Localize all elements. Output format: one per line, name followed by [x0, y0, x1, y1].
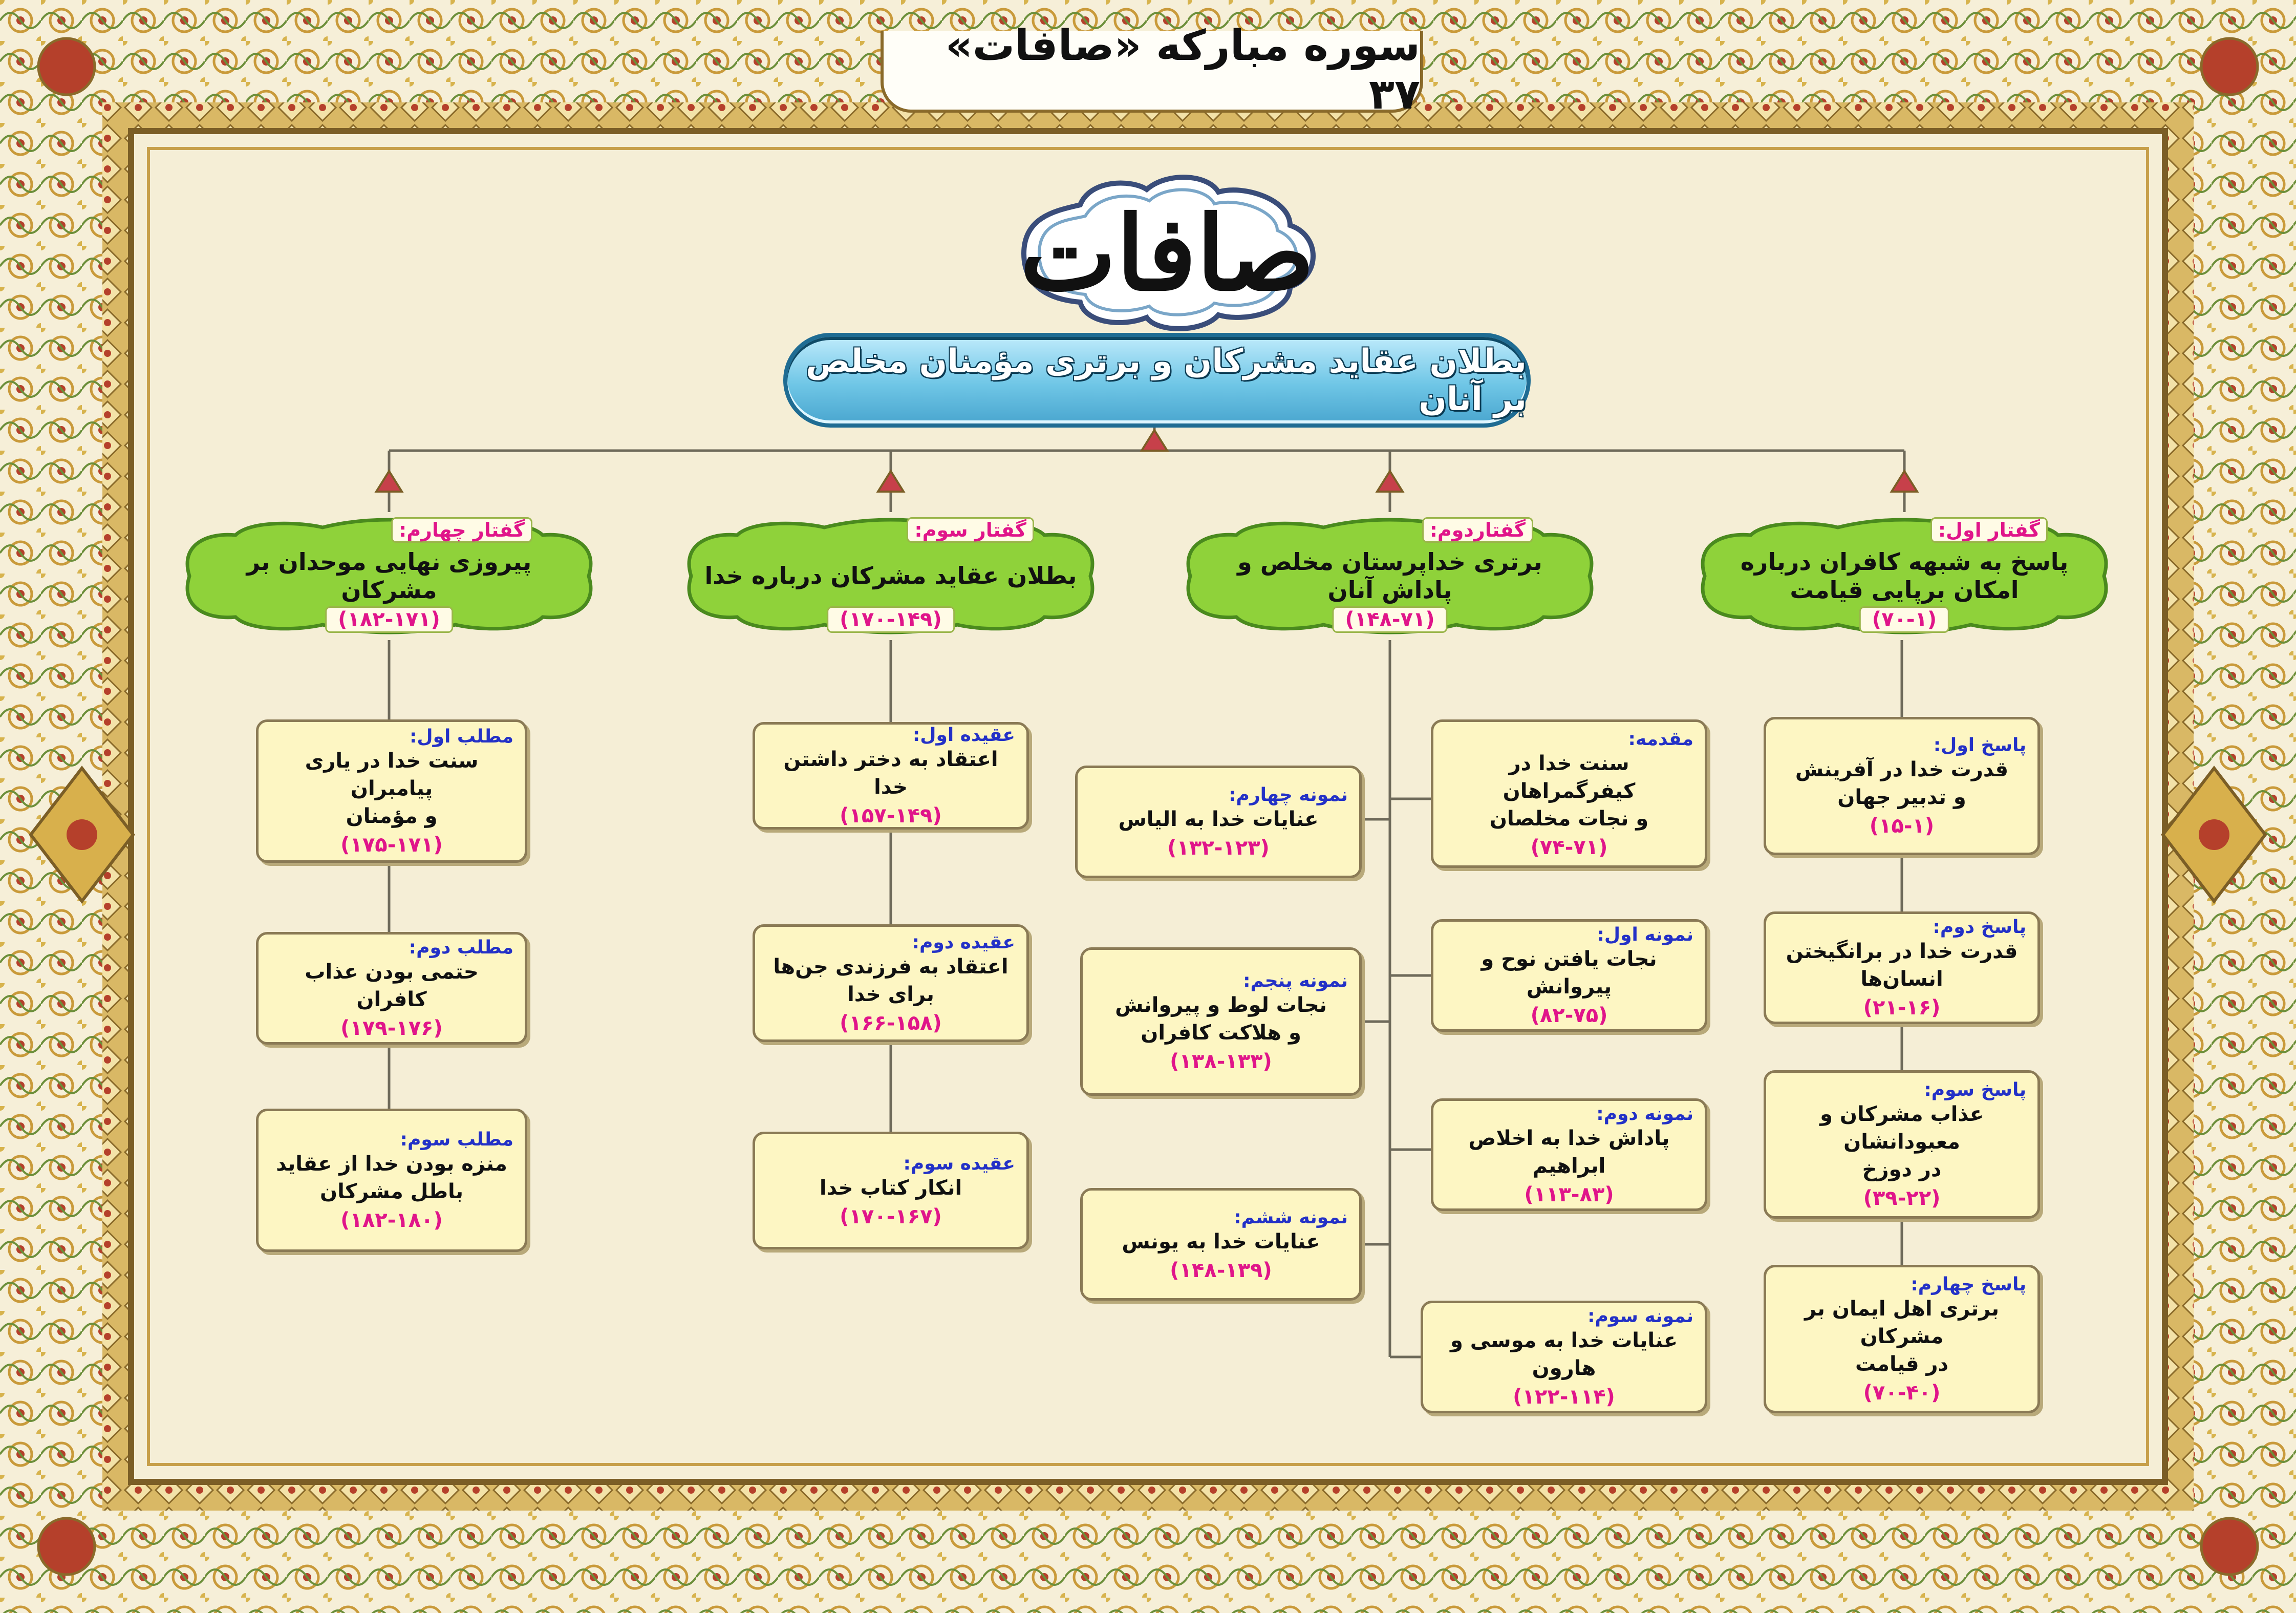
item-label: نمونه دوم:: [1596, 1103, 1693, 1124]
section-4-item-3: [256, 1109, 527, 1252]
item-text: عنایات خدا به الیاس: [1118, 807, 1319, 831]
item-label: پاسخ سوم:: [1924, 1079, 2026, 1100]
section-2-item-intro: [1431, 719, 1707, 868]
item-range: (۱۴۸-۱۳۹): [1170, 1258, 1272, 1282]
item-label: نمونه پنجم:: [1243, 970, 1348, 991]
item-label: نمونه چهارم:: [1229, 784, 1348, 805]
item-label: پاسخ چهارم:: [1911, 1274, 2026, 1295]
item-text: عنایات خدا به یونس: [1122, 1229, 1320, 1254]
section-1-item-3: [1764, 1070, 2040, 1219]
item-range: (۲۱-۱۶): [1863, 995, 1941, 1020]
section-3-item-2: [753, 924, 1029, 1042]
section-1-label: گفتار اول:: [1930, 517, 2048, 543]
item-text: انکار کتاب خدا: [819, 1176, 962, 1200]
item-label: نمونه ششم:: [1234, 1206, 1348, 1228]
surah-calligraphy: صافات: [1020, 193, 1315, 314]
item-range: (۱۳۲-۱۲۳): [1167, 836, 1270, 860]
section-1-item-1: [1764, 717, 2040, 855]
section-2-title: برتری خداپرستان مخلص و پاداش آنان: [1237, 547, 1542, 604]
section-3-header: [671, 512, 1111, 640]
item-text: قدرت خدا در برانگیختن انسان‌ها: [1786, 939, 2018, 991]
item-text: سنت خدا در یاری پیامبران: [305, 749, 479, 800]
item-range: (۱۳۸-۱۳۳): [1170, 1049, 1272, 1073]
section-1-header: [1684, 512, 2125, 640]
section-4-title: پیروزی نهایی موحدان بر مشرکان: [246, 547, 532, 604]
item-text: سنت خدا در کیفرگمراهان: [1503, 751, 1636, 803]
section-1-title: پاسخ به شبهه کافران درباره امکان برپایی قیامت: [1740, 547, 2069, 604]
page-title: سوره مبارکه «صافات» ۳۷: [945, 22, 1420, 119]
item-text: و نجات مخلصان: [1489, 807, 1649, 831]
item-range: (۱۶۶-۱۵۸): [840, 1011, 942, 1035]
item-label: عقیده اول:: [912, 724, 1015, 746]
item-label: مطلب دوم:: [409, 937, 513, 958]
item-text: در دوزخ: [1862, 1157, 1942, 1181]
item-text: منزه بودن خدا از عقاید: [276, 1152, 507, 1176]
item-range: (۱۷۹-۱۷۶): [340, 1016, 443, 1040]
item-label: مطلب سوم:: [400, 1129, 513, 1150]
item-text: در قیامت: [1855, 1352, 1949, 1376]
main-theme-banner: [783, 333, 1531, 428]
section-3-title: بطلان عقاید مشرکان درباره خدا: [704, 562, 1077, 590]
item-label: مطلب اول:: [409, 726, 513, 747]
item-label: پاسخ اول:: [1933, 734, 2026, 756]
item-range: (۷۰-۴۰): [1863, 1381, 1941, 1405]
section-2-item-example-3: [1421, 1301, 1707, 1413]
item-text: قدرت خدا در آفرینش: [1795, 757, 2009, 781]
item-label: عقیده سوم:: [903, 1153, 1015, 1174]
item-range: (۱۷۵-۱۷۱): [340, 833, 443, 857]
item-label: مقدمه:: [1628, 728, 1693, 750]
section-4-label: گفتار چهارم:: [391, 517, 532, 543]
section-2-item-example-1: [1431, 919, 1707, 1032]
section-2-label: گفتاردوم:: [1422, 517, 1533, 543]
section-2-header: [1170, 512, 1610, 640]
section-2-item-example-2: [1431, 1098, 1707, 1211]
item-range: (۷۴-۷۱): [1530, 835, 1608, 859]
item-range: (۱۷۰-۱۶۷): [840, 1204, 942, 1228]
section-4-range: (۱۸۲-۱۷۱): [325, 606, 453, 633]
item-text: باطل مشرکان: [319, 1179, 464, 1203]
item-label: پاسخ دوم:: [1933, 916, 2026, 938]
section-2-item-example-6: [1080, 1188, 1362, 1301]
item-label: نمونه سوم:: [1587, 1305, 1693, 1327]
item-text: پاداش خدا به اخلاص ابراهیم: [1468, 1126, 1670, 1178]
item-label: عقیده دوم:: [912, 931, 1015, 953]
section-3-label: گفتار سوم:: [907, 517, 1034, 543]
section-2-item-example-5: [1080, 947, 1362, 1096]
item-range: (۱۱۳-۸۳): [1524, 1182, 1614, 1206]
item-range: (۱۲۲-۱۱۴): [1513, 1385, 1615, 1409]
item-text: نجات لوط و پیروانش: [1115, 993, 1327, 1017]
item-text: نجات یافتن نوح و پیروانش: [1481, 947, 1657, 999]
item-text: و مؤمنان: [346, 804, 438, 828]
item-label: نمونه اول:: [1597, 924, 1693, 945]
item-text: عذاب مشرکان و معبودانشان: [1820, 1102, 1984, 1154]
section-1-range: (۷۰-۱): [1859, 606, 1949, 633]
item-range: (۱۸۲-۱۸۰): [340, 1208, 443, 1232]
item-text: عنایات خدا به موسی و هارون: [1450, 1328, 1678, 1380]
item-text: اعتقاد به دختر داشتن خدا: [783, 747, 998, 799]
section-1-item-4: [1764, 1265, 2040, 1413]
item-range: (۱۵۷-۱۴۹): [840, 803, 942, 827]
section-3-item-3: [753, 1132, 1029, 1249]
section-2-range: (۱۴۸-۷۱): [1332, 606, 1447, 633]
item-text: و تدبیر جهان: [1837, 785, 1966, 809]
item-text: اعتقاد به فرزندی جن‌ها برای خدا: [773, 954, 1008, 1006]
section-4-item-2: [256, 932, 527, 1045]
section-4-header: [169, 512, 609, 640]
section-3-item-1: [753, 722, 1029, 830]
section-4-item-1: [256, 719, 527, 863]
section-1-item-2: [1764, 911, 2040, 1024]
item-text: حتمی بودن عذاب کافران: [305, 960, 479, 1011]
section-3-range: (۱۷۰-۱۴۹): [827, 606, 955, 633]
main-theme-text: بطلان عقاید مشرکان و برتری مؤمنان مخلص بر آنان: [806, 342, 1527, 418]
section-2-item-example-4: [1075, 766, 1362, 878]
item-range: (۸۲-۷۵): [1530, 1003, 1608, 1027]
item-range: (۳۹-۲۲): [1863, 1186, 1941, 1210]
item-text: برتری اهل ایمان بر مشرکان: [1805, 1297, 1999, 1348]
item-text: و هلاکت کافران: [1141, 1021, 1301, 1045]
item-range: (۱۵-۱): [1869, 814, 1935, 838]
